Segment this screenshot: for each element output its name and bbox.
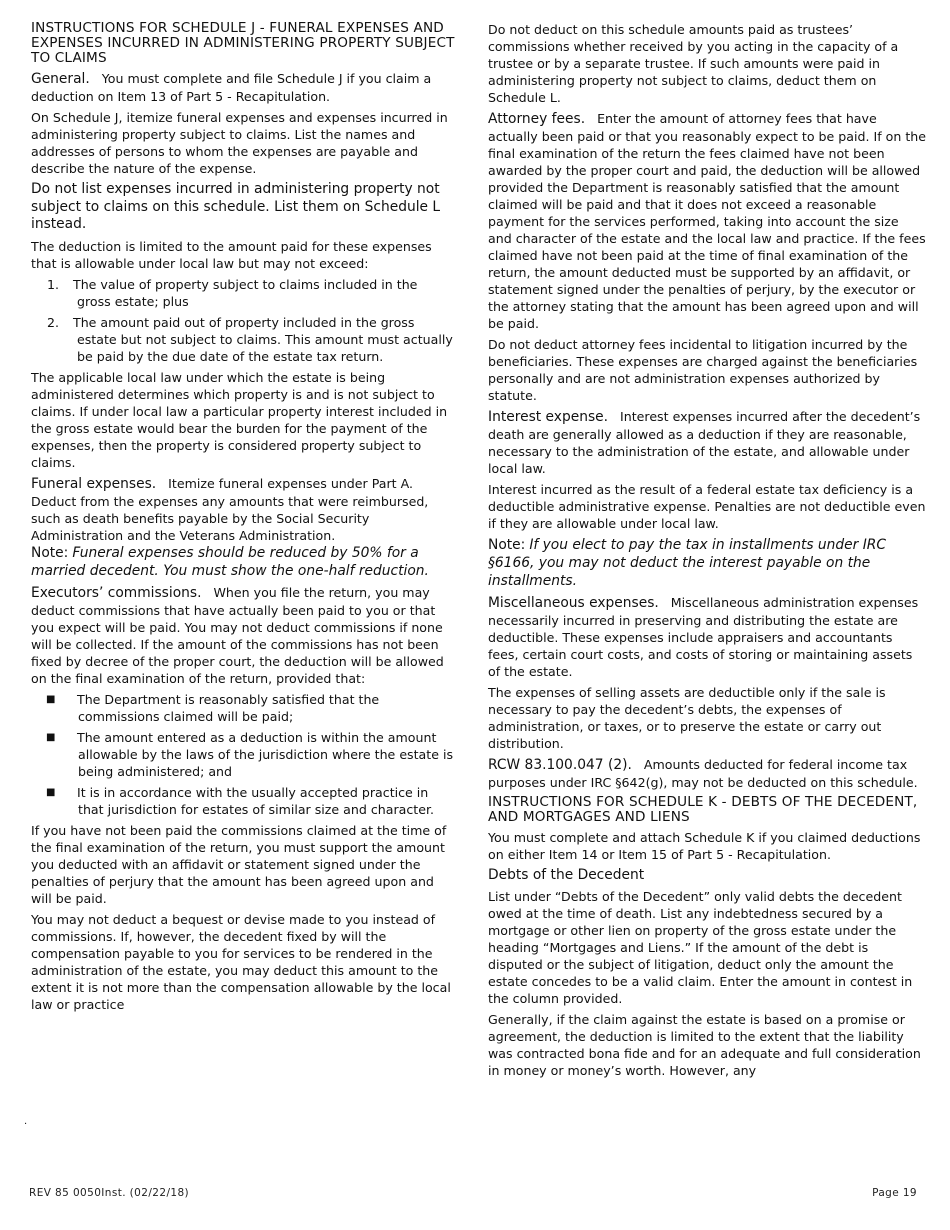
list-text: The value of property subject to claims included in the gross estate; plus: [73, 276, 418, 309]
generally-paragraph: Generally, if the claim against the estate is based on a promise or agreement, the deduction is limited to the extent that the liability was contracted bona fide and for an adequate and full consideration in money or money’s worth. However, any: [488, 1012, 921, 1078]
funeral-paragraph: [31, 475, 455, 580]
misc-text: Miscellaneous administration expenses necessarily incurred in preserving and distributing the estate are deductible. These expenses include appraisers and accountants fees, certain court costs, and costs of storing or maintaining assets of the estate.: [488, 595, 919, 679]
list-number: 1.: [47, 276, 60, 292]
general-lead: General.: [31, 71, 90, 87]
not-paid-paragraph: If you have not been paid the commissions claimed at the time of the final examination of the return, you must support the amount you deducted with an affidavit or statement signed under the penalties of perjury that the amount has been agreed upon and will be paid.: [31, 822, 447, 906]
attorney-fees-paragraph: [488, 110, 926, 332]
interest-lead: Interest expense.: [488, 409, 609, 425]
right-column: [488, 21, 926, 1083]
bequest-paragraph: You may not deduct a bequest or devise made to you instead of commissions. If, however, the decedent fixed by will the compensation payable to you for services to be rendered in the administration of the estate, you may deduct this amount to the extent it is not more than the compensation allowable by the local law or practice: [31, 911, 451, 1012]
funeral-text: Itemize funeral expenses under Part A. Deduct from the expenses any amounts that were reimbursed, such as death benefits payable by the Social Security Administration and the Veterans Administration.: [31, 475, 429, 543]
applicable-law-paragraph: The applicable local law under which the estate is being administered determines which property is and is not subject to claims. If under local law a particular property interest included in the gross estate would bear the burden for the payment of the expenses, then the property is considered property subject to claims.: [31, 369, 448, 470]
do-not-list-paragraph: Do not list expenses incurred in administering property not subject to claims on this schedule. List them on Schedule L instead.: [31, 181, 441, 232]
selling-paragraph: The expenses of selling assets are deductible only if the sale is necessary to pay the decedent’s debts, the expenses of administration, or taxes, or to preserve the estate or carry out distribution.: [488, 685, 886, 751]
funeral-note-text: Funeral expenses should be reduced by 50% for a married decedent. You must show the one-half reduction.: [31, 544, 429, 579]
interest-note-paragraph: [488, 536, 926, 590]
rcw-paragraph: [488, 756, 926, 791]
interest-federal-paragraph: Interest incurred as the result of a federal estate tax deficiency is a deductible administrative expense. Penalties are not deductible even if they are allowable under local law.: [488, 482, 926, 531]
bullet-text: The amount entered as a deduction is within the amount allowable by the laws of the jurisdiction where the estate is being administered; and: [77, 729, 454, 779]
rcw-text: Amounts deducted for federal income tax purposes under IRC §642(g), may not be deducted on this schedule.: [488, 757, 918, 790]
funeral-lead: Funeral expenses.: [31, 475, 157, 492]
limit-list: [31, 276, 455, 365]
executors-paragraph: [31, 584, 455, 687]
page-number-footer: Page 19: [872, 1187, 917, 1199]
bullet-text: The Department is reasonably satisfied that the commissions claimed will be paid;: [77, 691, 380, 724]
attorney-text: Enter the amount of attorney fees that have actually been paid or that you reasonably expect to be paid. If on the final examination of the return the fees claimed have not been awarded by the proper court and paid, the deduction will be allowed provided the Department is reasonably satisfied that the amount claimed will be paid and that it does not exceed a reasonable payment for the services performed, taking into account the size and character of the estate and the local law and practice. If the fees claimed have not been paid at the time of final examination of the return, the amount deducted must be supported by an affidavit, or statement signed under the penalties of perjury, by the executor or the attorney stating that the amount has been agreed upon and will be paid.: [488, 111, 927, 331]
interest-note-label: Note:: [488, 537, 526, 553]
bullet-text: It is in accordance with the usually accepted practice in that jurisdiction for estates of similar size and character.: [77, 784, 435, 817]
debts-heading: Debts of the Decedent: [488, 867, 645, 883]
k-attach-paragraph: You must complete and attach Schedule K if you claimed deductions on either Item 14 or Item 15 of Part 5 - Recapitulation.: [488, 830, 921, 862]
executors-lead: Executors’ commissions.: [31, 584, 202, 601]
executors-conditions-list: [31, 691, 455, 818]
limited-paragraph: The deduction is limited to the amount paid for these expenses that is allowable under local law but may not exceed:: [31, 238, 432, 271]
attorney-lead: Attorney fees.: [488, 111, 586, 127]
list-item: [31, 729, 455, 780]
schedule-k-heading: INSTRUCTIONS FOR SCHEDULE K - DEBTS OF THE DECEDENT, AND MORTGAGES AND LIENS: [488, 794, 918, 825]
interest-note-text: If you elect to pay the tax in installments under IRC §6166, you may not deduct the interest payable on the installments.: [488, 537, 887, 589]
general-text: You must complete and file Schedule J if you claim a deduction on Item 13 of Part 5 - Recapitulation.: [31, 71, 432, 104]
rcw-lead: RCW 83.100.047 (2).: [488, 757, 632, 773]
bullet-icon: ■: [46, 693, 56, 705]
debts-paragraph: List under “Debts of the Decedent” only valid debts the decedent owed at the time of death. List any indebtedness secured by a mortgage or other lien on property of the gross estate under the heading “Mortgages and Liens.” If the amount of the debt is disputed or the subject of litigation, deduct only the amount the estate concedes to be a valid claim. Enter the amount in contest in the column provided.: [488, 889, 913, 1006]
bullet-icon: ■: [46, 731, 56, 743]
trustees-paragraph: Do not deduct on this schedule amounts paid as trustees’ commissions whether received by you acting in the capacity of a trustee or by a separate trustee. If such amounts were paid in administering property not subject to claims, deduct them on Schedule L.: [488, 22, 899, 105]
list-item: [31, 276, 455, 310]
left-column: [31, 21, 455, 1017]
interest-text: Interest expenses incurred after the decedent’s death are generally allowed as a deduction if they are reasonable, necessary to the administration of the estate, and allowable under local law.: [488, 409, 921, 476]
stray-mark: .: [24, 1116, 28, 1127]
bullet-icon: ■: [46, 786, 56, 798]
misc-lead: Miscellaneous expenses.: [488, 595, 659, 611]
itemize-paragraph: On Schedule J, itemize funeral expenses and expenses incurred in administering property subject to claims. List the names and addresses of persons to whom the expenses are payable and describe the nature of the expense.: [31, 110, 448, 176]
executors-text: When you file the return, you may deduct commissions that have actually been paid to you or that you expect will be paid. You may not deduct commissions if none will be collected. If the amount of the commissions has not been fixed by decree of the proper court, the deduction will be allowed on the final examination of the return, provided that:: [31, 584, 444, 686]
list-item: [31, 691, 455, 725]
list-number: 2.: [47, 314, 60, 330]
interest-paragraph: [488, 408, 926, 477]
schedule-j-heading: INSTRUCTIONS FOR SCHEDULE J - FUNERAL EXPENSES AND EXPENSES INCURRED IN ADMINISTERING PROPERTY SUBJECT TO CLAIMS: [31, 20, 455, 66]
list-item: [31, 314, 455, 365]
funeral-note-label: Note:: [31, 544, 69, 561]
general-paragraph: [31, 70, 455, 105]
litigation-paragraph: Do not deduct attorney fees incidental to litigation incurred by the beneficiaries. These expenses are charged against the beneficiaries personally and are not administration expenses authorized by statute.: [488, 337, 918, 403]
form-id-footer: REV 85 0050Inst. (02/22/18): [29, 1187, 190, 1199]
list-item: [31, 784, 455, 818]
list-text: The amount paid out of property included in the gross estate but not subject to claims. This amount must actually be paid by the due date of the estate tax return.: [73, 314, 453, 364]
misc-paragraph: [488, 594, 926, 680]
